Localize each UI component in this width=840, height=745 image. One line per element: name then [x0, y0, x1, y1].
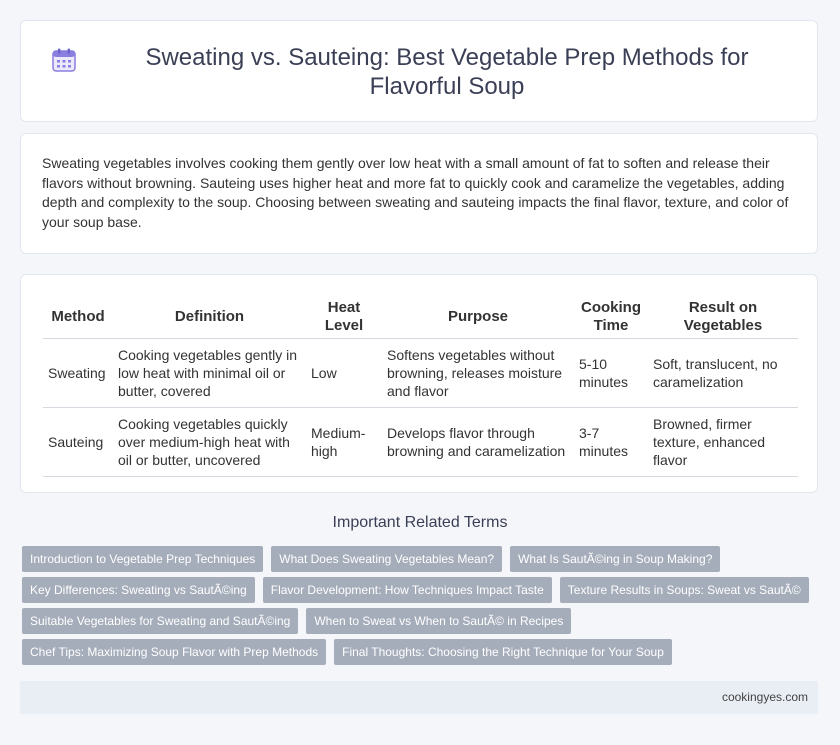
header-heat-level: Heat Level — [306, 293, 382, 339]
footer — [20, 681, 818, 714]
cell-cooking-time: 3-7 minutes — [574, 408, 648, 477]
cell-purpose: Softens vegetables without browning, releases moisture and flavor — [382, 339, 574, 408]
title-card — [20, 20, 818, 122]
related-term-tag[interactable]: Texture Results in Soups: Sweat vs SautÃ© — [560, 577, 809, 603]
cell-cooking-time: 5-10 minutes — [574, 339, 648, 408]
intro-paragraph: Sweating vegetables involves cooking them gently over low heat with a small amount of fat to soften and release their flavors without browning. Sauteing uses higher heat and more fat to quickly cook and caramelize the vegetables, adding depth and complexity to the soup. Choosing between sweating and sauteing impacts the final flavor, texture, and color of your soup base. — [42, 155, 789, 230]
cell-purpose: Develops flavor through browning and caramelization — [382, 408, 574, 477]
table-row — [43, 339, 798, 408]
related-term-tag[interactable]: Suitable Vegetables for Sweating and SautÃ©ing — [22, 608, 298, 634]
related-term-tag[interactable]: When to Sweat vs When to SautÃ© in Recipes — [306, 608, 571, 634]
related-term-tag[interactable]: What Is SautÃ©ing in Soup Making? — [510, 546, 720, 572]
header-result: Result on Vegetables — [648, 293, 798, 339]
related-terms-heading: Important Related Terms — [332, 514, 508, 531]
footer-site-link[interactable]: cookingyes.com — [721, 690, 808, 704]
cell-result: Browned, firmer texture, enhanced flavor — [648, 408, 798, 477]
related-term-tag[interactable]: Introduction to Vegetable Prep Techniques — [22, 546, 263, 572]
cell-definition: Cooking vegetables gently in low heat with minimal oil or butter, covered — [113, 339, 306, 408]
header-method: Method — [43, 293, 113, 339]
cell-heat-level: Low — [306, 339, 382, 408]
comparison-table — [43, 293, 798, 477]
related-term-tag[interactable]: Chef Tips: Maximizing Soup Flavor with Prep Methods — [22, 639, 326, 665]
cell-method: Sweating — [43, 339, 113, 408]
related-term-tag[interactable]: Key Differences: Sweating vs SautÃ©ing — [22, 577, 255, 603]
cell-heat-level: Medium-high — [306, 408, 382, 477]
header-purpose: Purpose — [382, 293, 574, 339]
page-title: Sweating vs. Sauteing: Best Vegetable Prep Methods for Flavorful Soup — [145, 44, 749, 100]
table-row — [43, 408, 798, 477]
related-terms-list — [22, 546, 812, 665]
related-term-tag[interactable]: What Does Sweating Vegetables Mean? — [271, 546, 502, 572]
header — [51, 43, 797, 101]
cell-definition: Cooking vegetables quickly over medium-high heat with oil or butter, uncovered — [113, 408, 306, 477]
header-cooking-time: Cooking Time — [574, 293, 648, 339]
cell-result: Soft, translucent, no caramelization — [648, 339, 798, 408]
related-term-tag[interactable]: Final Thoughts: Choosing the Right Technique for Your Soup — [334, 639, 672, 665]
related-term-tag[interactable]: Flavor Development: How Techniques Impact Taste — [263, 577, 552, 603]
cell-method: Sauteing — [43, 408, 113, 477]
intro-card — [20, 133, 818, 254]
header-definition: Definition — [113, 293, 306, 339]
calendar-icon — [51, 47, 77, 73]
table-header-row — [43, 293, 798, 339]
comparison-table-card — [20, 274, 818, 493]
